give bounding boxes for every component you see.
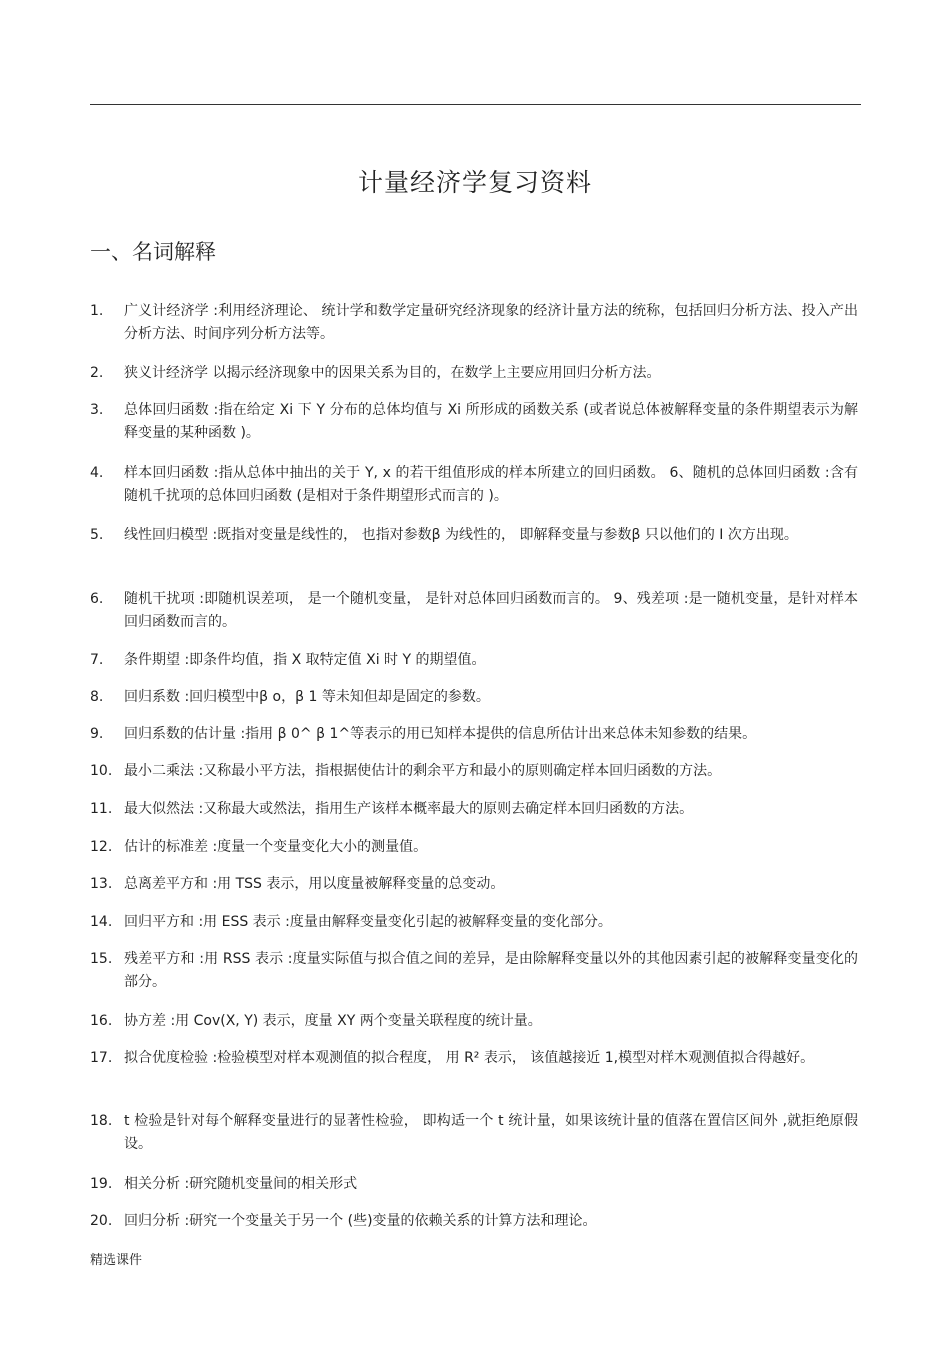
item-text: 回归平方和 :用 ESS 表示 :度量由解释变量变化引起的被解释变量的变化部分。 bbox=[124, 914, 612, 930]
item-text: 残差平方和 :用 RSS 表示 :度量实际值与拟合值之间的差异，是由除解释变量以外的其他因素引起的被解释变量变化的部分。 bbox=[124, 951, 858, 990]
item-number: 5. bbox=[90, 527, 104, 543]
item-number: 20. bbox=[90, 1213, 113, 1229]
item-number: 18. bbox=[90, 1113, 113, 1129]
item-text: 条件期望 :即条件均值，指 X 取特定值 Xi 时 Y 的期望值。 bbox=[124, 652, 486, 668]
item-text: 线性回归模型 :既指对变量是线性的， 也指对参数β 为线性的， 即解释变量与参数β 只以他们的 I 次方出现。 bbox=[124, 527, 798, 543]
item-number: 16. bbox=[90, 1013, 113, 1029]
item-number: 11. bbox=[90, 801, 113, 817]
item-number: 15. bbox=[90, 951, 113, 967]
item-number: 17. bbox=[90, 1050, 113, 1066]
item-text: 样本回归函数 :指从总体中抽出的关于 Y, x 的若干组值形成的样本所建立的回归函数。 6、随机的总体回归函数 :含有随机千扰项的总体回归函数 (是相对于条件期望形式而言的 )。 bbox=[124, 465, 858, 504]
item-number: 10. bbox=[90, 763, 113, 779]
item-number: 1. bbox=[90, 303, 104, 319]
item-text: 广义计经济学 :利用经济理论、 统计学和数学定量研究经济现象的经济计量方法的统称，包括回归分析方法、投入产出分析方法、时间序列分析方法等。 bbox=[124, 303, 858, 342]
item-number: 6. bbox=[90, 591, 104, 607]
item-text: 相关分析 :研究随机变量间的相关形式 bbox=[124, 1176, 358, 1192]
item-text: 回归分析 :研究一个变量关于另一个 (些)变量的依赖关系的计算方法和理论。 bbox=[124, 1213, 597, 1229]
page-footer: 精选课件 bbox=[90, 1253, 143, 1268]
item-text: 回归系数 :回归模型中β o，β 1 等未知但却是固定的参数。 bbox=[124, 689, 490, 705]
item-text: 最小二乘法 :又称最小平方法，指根据使估计的剩余平方和最小的原则确定样本回归函数的方法。 bbox=[124, 763, 722, 779]
item-text: 总离差平方和 :用 TSS 表示，用以度量被解释变量的总变动。 bbox=[124, 876, 505, 892]
item-text: 狭义计经济学 以揭示经济现象中的因果关系为目的，在数学上主要应用回归分析方法。 bbox=[124, 365, 661, 381]
item-number: 12. bbox=[90, 839, 113, 855]
item-text: 总体回归函数 :指在给定 Xi 下 Y 分布的总体均值与 Xi 所形成的函数关系 (或者说总体被解释变量的条件期望表示为解释变量的某种函数 )。 bbox=[124, 402, 858, 441]
top-rule bbox=[90, 104, 861, 105]
item-number: 3. bbox=[90, 402, 104, 418]
item-number: 19. bbox=[90, 1176, 113, 1192]
item-text: 最大似然法 :又称最大或然法，指用生产该样本概率最大的原则去确定样本回归函数的方法。 bbox=[124, 801, 694, 817]
item-number: 9. bbox=[90, 726, 104, 742]
item-text: 协方差 :用 Cov(X, Y) 表示，度量 XY 两个变量关联程度的统计量。 bbox=[124, 1013, 542, 1029]
item-number: 8. bbox=[90, 689, 104, 705]
page-title: 计量经济学复习资料 bbox=[357, 168, 592, 197]
item-text: 随机干扰项 :即随机误差项， 是一个随机变量， 是针对总体回归函数而言的。 9、残差项 :是一随机变量，是针对样本回归函数而言的。 bbox=[124, 591, 858, 630]
item-text: 拟合优度检验 :检验模型对样本观测值的拟合程度， 用 R² 表示， 该值越接近 1,模型对样木观测值拟合得越好。 bbox=[124, 1050, 815, 1066]
item-number: 14. bbox=[90, 914, 113, 930]
item-number: 4. bbox=[90, 465, 104, 481]
item-text: t 检验是针对每个解释变量进行的显著性检验， 即构适一个 t 统计量，如果该统计量的值落在置信区间外 ,就拒绝原假设。 bbox=[124, 1113, 858, 1152]
item-text: 估计的标准差 :度量一个变量变化大小的测量值。 bbox=[124, 839, 428, 855]
item-number: 2. bbox=[90, 365, 104, 381]
item-number: 13. bbox=[90, 876, 113, 892]
item-number: 7. bbox=[90, 652, 104, 668]
section-heading: 一、名词解释 bbox=[90, 240, 216, 264]
item-text: 回归系数的估计量 :指用 β 0^ β 1^等表示的用已知样本提供的信息所估计出来总体未知参数的结果。 bbox=[124, 726, 757, 742]
